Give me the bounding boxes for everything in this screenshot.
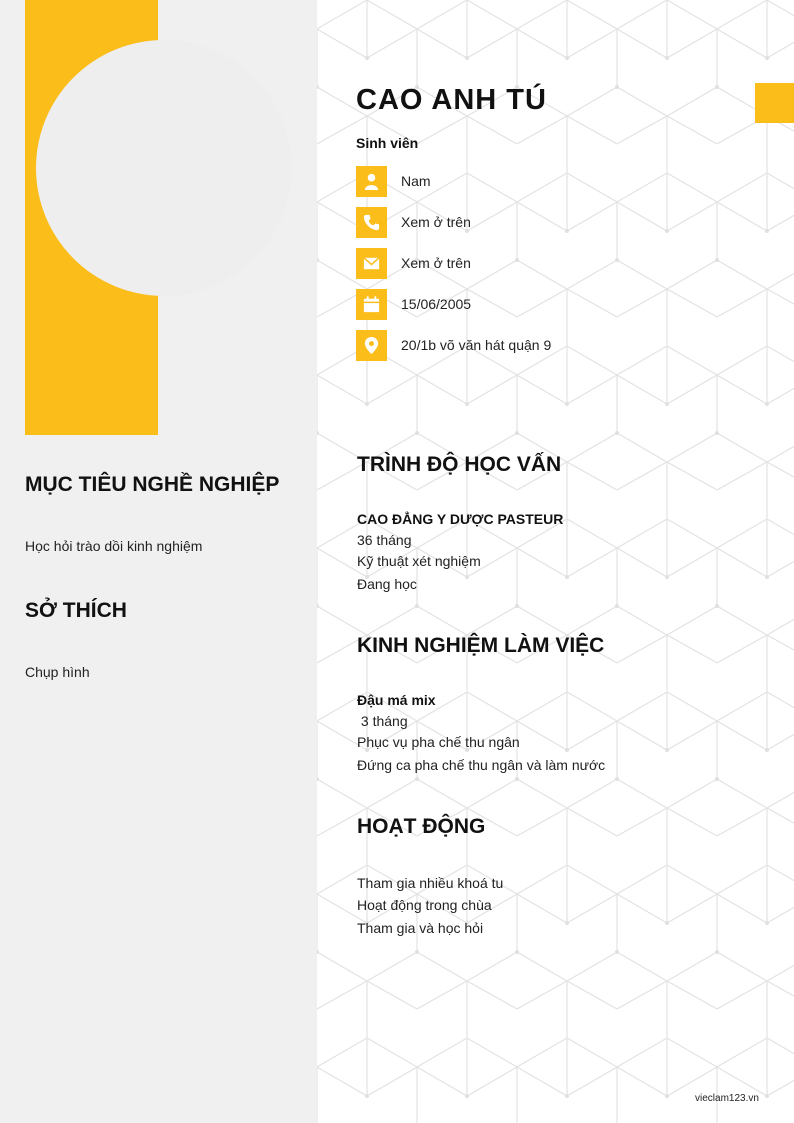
experience-company: Đậu má mix — [357, 692, 436, 708]
person-icon — [356, 166, 387, 197]
objective-text: Học hỏi trào dồi kinh nghiệm — [25, 538, 203, 554]
contact-birthday — [356, 288, 471, 320]
avatar-photo — [36, 40, 292, 296]
experience-description: Đứng ca pha chế thu ngân và làm nước — [357, 757, 606, 773]
contact-email-value: Xem ở trên — [401, 255, 471, 271]
contact-phone — [356, 206, 471, 238]
activities-heading: HOẠT ĐỘNG — [357, 815, 486, 838]
education-heading: TRÌNH ĐỘ HỌC VẤN — [357, 453, 562, 476]
location-icon — [356, 330, 387, 361]
calendar-icon — [356, 289, 387, 320]
contact-birthday-value: 15/06/2005 — [401, 296, 472, 312]
activity-item: Hoạt động trong chùa — [357, 897, 492, 913]
experience-heading: KINH NGHIỆM LÀM VIỆC — [357, 634, 605, 657]
education-school: CAO ĐẲNG Y DƯỢC PASTEUR — [357, 511, 564, 527]
site-watermark: vieclam123.vn — [695, 1093, 759, 1104]
education-status: Đang học — [357, 576, 417, 592]
education-major: Kỹ thuật xét nghiệm — [357, 553, 481, 569]
contact-phone-value: Xem ở trên — [401, 214, 471, 230]
education-duration: 36 tháng — [357, 532, 412, 548]
objective-heading: MỤC TIÊU NGHỀ NGHIỆP — [25, 473, 280, 496]
candidate-name: CAO ANH TÚ — [356, 84, 547, 116]
accent-square — [755, 83, 794, 123]
hobbies-text: Chụp hình — [25, 664, 90, 680]
experience-role: Phục vụ pha chế thu ngân — [357, 734, 520, 750]
contact-gender-value: Nam — [401, 173, 431, 189]
mail-icon — [356, 248, 387, 279]
contact-email — [356, 247, 471, 279]
candidate-title: Sinh viên — [356, 135, 419, 151]
activity-item: Tham gia nhiều khoá tu — [357, 875, 504, 891]
contact-gender — [356, 165, 431, 197]
activity-item: Tham gia và học hỏi — [357, 920, 484, 936]
experience-duration: 3 tháng — [357, 713, 408, 729]
phone-icon — [356, 207, 387, 238]
contact-address-value: 20/1b võ văn hát quận 9 — [401, 337, 552, 353]
contact-address — [356, 329, 551, 361]
hobbies-heading: SỞ THÍCH — [25, 599, 127, 622]
